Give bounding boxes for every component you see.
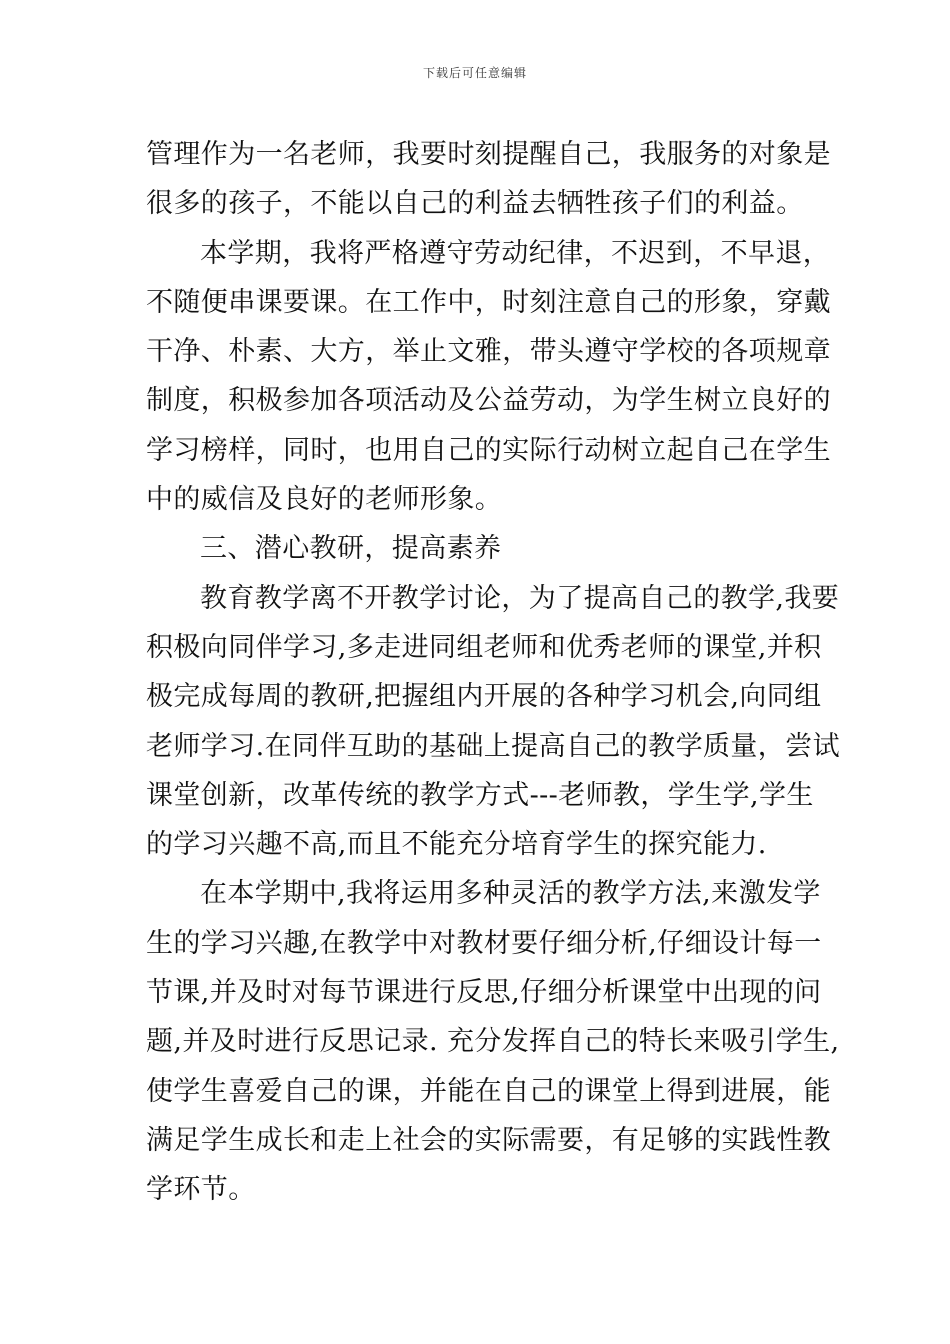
section-heading: 三、潜心教研，提高素养 xyxy=(200,533,502,565)
paragraph-line: 不随便串课要课。在工作中，时刻注意自己的形象，穿戴 xyxy=(146,286,831,318)
paragraph-line: 很多的孩子，不能以自己的利益去牺牲孩子们的利益。 xyxy=(146,188,804,220)
paragraph-line: 课堂创新，改革传统的教学方式---老师教，学生学,学生 xyxy=(146,779,814,811)
paragraph-line: 干净、朴素、大方，举止文雅，带头遵守学校的各项规章 xyxy=(146,336,831,368)
page-header: 下载后可任意编辑 xyxy=(422,66,527,80)
paragraph-line: 中的威信及良好的老师形象。 xyxy=(146,484,503,516)
paragraph-line: 的学习兴趣不高,而且不能充分培育学生的探究能力. xyxy=(146,829,767,861)
paragraph-line: 生的学习兴趣,在教学中对教材要仔细分析,仔细设计每一 xyxy=(146,927,822,959)
paragraph-line: 教育教学离不开教学讨论，为了提高自己的教学,我要 xyxy=(200,582,840,614)
paragraph-line: 题,并及时进行反思记录. 充分发挥自己的特长来吸引学生, xyxy=(146,1026,840,1058)
paragraph-line: 在本学期中,我将运用多种灵活的教学方法,来激发学 xyxy=(200,878,821,910)
paragraph-line: 学环节。 xyxy=(146,1174,256,1206)
paragraph-line: 满足学生成长和走上社会的实际需要，有足够的实践性教 xyxy=(146,1124,831,1156)
paragraph-line: 管理作为一名老师，我要时刻提醒自己，我服务的对象是 xyxy=(146,139,831,170)
paragraph-line: 本学期，我将严格遵守劳动纪律，不迟到，不早退， xyxy=(200,237,831,269)
paragraph-line: 使学生喜爱自己的课，并能在自己的课堂上得到进展，能 xyxy=(146,1075,831,1107)
paragraph-line: 节课,并及时对每节课进行反思,仔细分析课堂中出现的问 xyxy=(146,977,822,1009)
paragraph-line: 学习榜样，同时，也用自己的实际行动树立起自己在学生 xyxy=(146,434,831,466)
paragraph-line: 老师学习.在同伴互助的基础上提高自己的教学质量，尝试 xyxy=(146,730,840,762)
paragraph-line: 制度，积极参加各项活动及公益劳动，为学生树立良好的 xyxy=(146,385,831,417)
document-body xyxy=(146,130,840,1215)
paragraph-line: 积极向同伴学习,多走进同组老师和优秀老师的课堂,并积 xyxy=(146,631,822,663)
paragraph-line: 极完成每周的教研,把握组内开展的各种学习机会,向同组 xyxy=(146,681,822,713)
